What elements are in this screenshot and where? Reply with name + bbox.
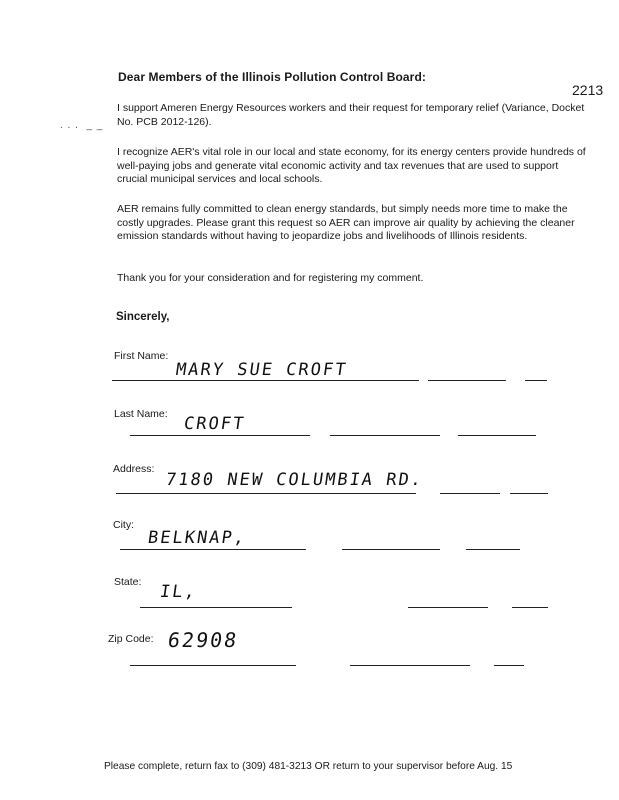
- first-name-line-2: [174, 380, 419, 381]
- paragraph-support: I support Ameren Energy Resources workers and their request for temporary relief (Variance, Docket No. PCB 2012-126).: [117, 102, 585, 128]
- last-name-line-1: [130, 435, 310, 436]
- paragraph-recognize: I recognize AER's vital role in our local and state economy, for its energy centers provide hundreds of well-paying jobs and generate vital economic activity and tax revenues that are used to support crucial municipal services and local schools.: [117, 146, 586, 186]
- city-label: City:: [113, 519, 134, 531]
- first-name-value[interactable]: MARY SUE CROFT: [174, 360, 349, 380]
- city-line-2: [342, 549, 440, 550]
- state-line-3: [512, 607, 548, 608]
- zip-value[interactable]: 62908: [166, 628, 240, 652]
- address-value[interactable]: 7180 NEW COLUMBIA RD.: [164, 470, 425, 490]
- last-name-value[interactable]: CROFT: [182, 414, 247, 434]
- last-name-label: Last Name:: [114, 408, 168, 420]
- state-line-2: [408, 607, 488, 608]
- footer-instructions: Please complete, return fax to (309) 481-3213 OR return to your supervisor before Aug. 15: [104, 761, 513, 772]
- address-line-2: [440, 493, 500, 494]
- zip-label: Zip Code:: [108, 633, 154, 645]
- page-number: 2213: [572, 82, 604, 98]
- letter-heading: Dear Members of the Illinois Pollution Control Board:: [118, 70, 426, 84]
- address-label: Address:: [113, 463, 155, 475]
- first-name-label: First Name:: [114, 350, 169, 362]
- state-value[interactable]: IL,: [158, 582, 199, 602]
- scan-artifact-dots: . . . _ _: [60, 120, 104, 131]
- first-name-line-3: [428, 380, 506, 381]
- last-name-line-3: [458, 435, 536, 436]
- closing-sincerely: Sincerely,: [116, 311, 170, 323]
- state-line-1: [140, 607, 292, 608]
- zip-line-2: [350, 665, 470, 666]
- zip-line-1: [130, 665, 296, 666]
- city-value[interactable]: BELKNAP,: [146, 528, 248, 548]
- city-line-3: [466, 549, 520, 550]
- city-line-1: [120, 549, 306, 550]
- state-label: State:: [114, 576, 142, 588]
- first-name-line-4: [525, 380, 547, 381]
- paragraph-commitment: AER remains fully committed to clean energy standards, but simply needs more time to make the costly upgrades. Please grant this request so AER can improve air quality by achieving the cleaner emission standards without having to jeopardize jobs and livelihoods of Illinois residents.: [117, 203, 575, 243]
- first-name-line-1: [112, 380, 174, 381]
- address-line-3: [510, 493, 548, 494]
- zip-line-3: [494, 665, 524, 666]
- paragraph-thanks: Thank you for your consideration and for registering my comment.: [117, 272, 424, 284]
- address-line-1: [116, 493, 416, 494]
- last-name-line-2: [330, 435, 440, 436]
